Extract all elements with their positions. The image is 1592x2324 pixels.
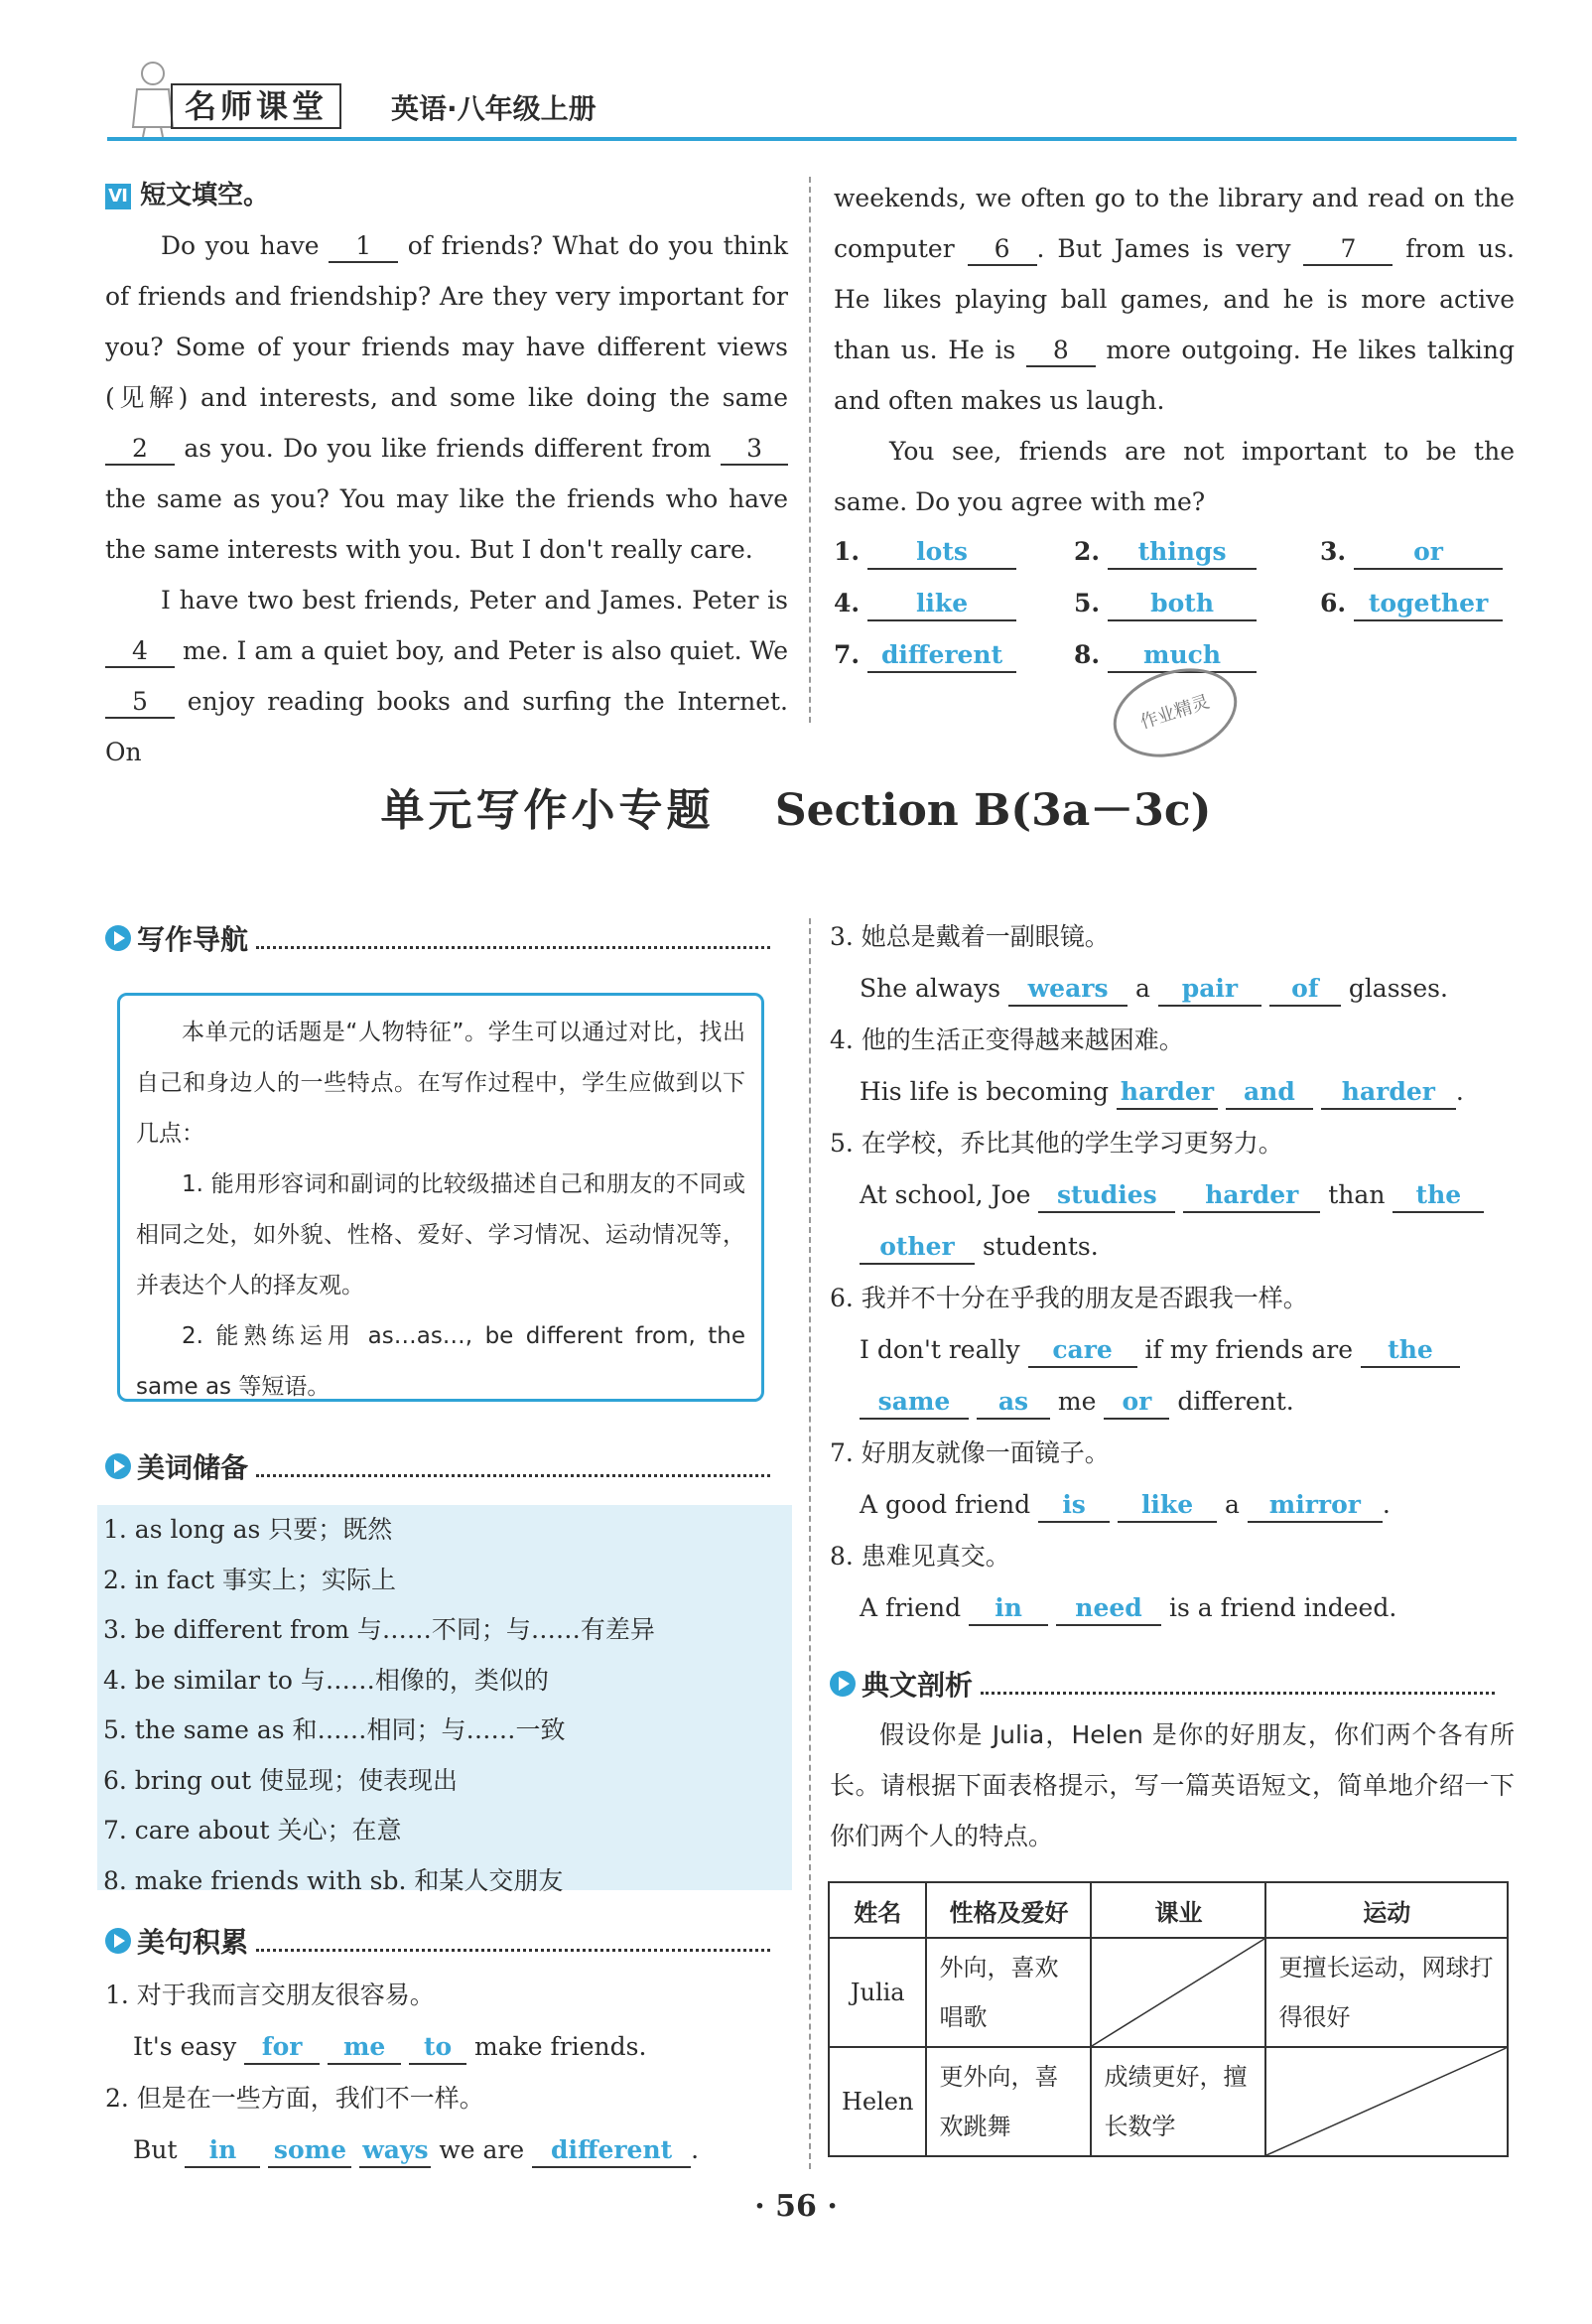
sentence-cn: 2. 但是在一些方面，我们不一样。 <box>105 2084 484 2113</box>
sentence-cn: 1. 对于我而言交朋友很容易。 <box>105 1981 435 2009</box>
cloze-paragraph-3: You see, friends are not important to be the same. Do you agree with me? <box>834 437 1515 516</box>
table-row <box>829 2047 1508 2156</box>
blank-7: 7 <box>1303 234 1393 266</box>
column-divider-2 <box>809 918 811 2169</box>
table-cell: 成绩更好，擅长数学 <box>1091 2047 1265 2156</box>
cloze-paragraph-2: I have two best friends, Peter and James. Peter is 4 me. I am a quiet boy, and Peter is also quiet. We 5 enjoy reading books and surfing the Internet. On <box>105 586 788 766</box>
table-cell-empty <box>1091 1938 1265 2047</box>
sentence-cn: 8. 患难见真交。 <box>830 1542 1010 1571</box>
cloze-paragraph-1: Do you have 1 of friends? What do you think of friends and friendship? Are they very important for you? Some of your friends may have different views (见解) and interests, and some like doing the same 2 as you. Do you like friends different from 3 the same as you? You may like the friends who have the same interests with you. But I don't really care. <box>105 231 788 564</box>
blank-6: 6 <box>968 234 1037 266</box>
sentence-en: I don't really care if my friends are the <box>830 1324 1517 1376</box>
header-book-title: 英语·八年级上册 <box>391 92 597 125</box>
table-row <box>829 1938 1508 2047</box>
answer-item: 8. much <box>1074 629 1257 681</box>
sentence-cn: 6. 我并不十分在乎我的朋友是否跟我一样。 <box>830 1284 1308 1312</box>
sentence-cn: 4. 他的生活正变得越来越困难。 <box>830 1025 1184 1054</box>
blank-5: 5 <box>105 687 175 719</box>
sentence-en: But in some ways we are different . <box>105 2124 790 2176</box>
answer-item: 4. like <box>834 578 1016 629</box>
sentence-en: At school, Joe studies harder than the <box>830 1169 1517 1221</box>
header <box>107 58 1517 147</box>
diagonal-slash <box>1266 2048 1507 2155</box>
column-divider <box>809 177 811 723</box>
sentence-en: His life is becoming harder and harder . <box>830 1066 1517 1118</box>
cloze-answer-grid <box>834 526 1519 685</box>
page-number: · 56 · <box>754 2189 838 2224</box>
answer-item: 2. things <box>1074 526 1257 578</box>
table-header: 课业 <box>1091 1882 1265 1938</box>
vocab-heading: 美词储备 <box>105 1446 770 1486</box>
blank-4: 4 <box>105 636 175 668</box>
homework-stamp: 作业精灵 <box>1102 653 1249 771</box>
sentences-heading: 美句积累 <box>105 1921 770 1961</box>
sentence-en-continued: same as me or different. <box>830 1376 1517 1428</box>
play-icon <box>105 1928 131 1954</box>
table-header: 性格及爱好 <box>926 1882 1091 1938</box>
play-icon <box>105 925 131 951</box>
analysis-prompt: 假设你是 Julia，Helen 是你的好朋友，你们两个各有所长。请根据下面表格提示，写一篇英语短文，简单地介绍一下你们两个人的特点。 <box>830 1720 1515 1850</box>
table-cell-empty <box>1265 2047 1508 2156</box>
cloze-title: 短文填空。 <box>140 181 270 210</box>
sentence-en: It's easy for me to make friends. <box>105 2021 790 2073</box>
blank-8: 8 <box>1026 336 1096 367</box>
blank-3: 3 <box>721 434 788 466</box>
guide-point-2: 2. 能熟练运用 as…as…, be different from, the same as 等短语。 <box>136 1323 745 1400</box>
sentence-cn: 5. 在学校，乔比其他的学生学习更努力。 <box>830 1129 1283 1158</box>
vocab-item: 4. be similar to 与……相像的，类似的 <box>103 1665 549 1695</box>
cloze-right-column <box>834 173 1515 527</box>
section-title <box>0 774 1592 838</box>
answer-item: 7. different <box>834 629 1016 681</box>
table-header: 姓名 <box>829 1882 926 1938</box>
answer-item: 5. both <box>1074 578 1257 629</box>
vocab-item: 8. make friends with sb. 和某人交朋友 <box>103 1865 564 1895</box>
sentence-en-continued: other students. <box>830 1221 1517 1273</box>
sentence-en: She always wears a pair of glasses. <box>830 963 1517 1015</box>
answer-item: 6. together <box>1320 578 1503 629</box>
sentence-block-left <box>105 1970 790 2176</box>
vocab-item: 2. in fact 事实上；实际上 <box>103 1565 396 1594</box>
blank-1: 1 <box>329 231 398 263</box>
cloze-left-column <box>105 171 788 777</box>
vocab-item: 7. care about 关心；在意 <box>103 1816 402 1845</box>
section-title-cn: 单元写作小专题 <box>380 785 715 836</box>
table-cell: 更擅长运动，网球打得很好 <box>1265 1938 1508 2047</box>
table-header: 运动 <box>1265 1882 1508 1938</box>
guide-point-1: 1. 能用形容词和副词的比较级描述自己和朋友的不同或相同之处，如外貌、性格、爱好、学习情况、运动情况等，并表达个人的择友观。 <box>136 1171 745 1299</box>
header-rule <box>107 137 1517 141</box>
analysis-heading: 典文剖析 <box>830 1664 1495 1704</box>
traits-table <box>828 1881 1509 2157</box>
sentence-en: A friend in need is a friend indeed. <box>830 1582 1517 1634</box>
vocab-item: 1. as long as 只要；既然 <box>103 1515 393 1544</box>
table-cell: 更外向，喜欢跳舞 <box>926 2047 1091 2156</box>
guide-heading: 写作导航 <box>105 918 770 958</box>
guide-box <box>117 993 764 1402</box>
cloze-badge: Ⅵ <box>105 184 131 209</box>
table-cell-name: Helen <box>829 2047 926 2156</box>
sentence-en: A good friend is like a mirror . <box>830 1479 1517 1531</box>
blank-2: 2 <box>105 434 175 466</box>
play-icon <box>830 1671 856 1697</box>
cloze-heading <box>105 171 788 220</box>
diagonal-slash <box>1092 1939 1264 2046</box>
play-icon <box>105 1453 131 1479</box>
table-cell-name: Julia <box>829 1938 926 2047</box>
vocab-item: 6. bring out 使显现；使表现出 <box>103 1765 458 1795</box>
answer-item: 3. or <box>1320 526 1503 578</box>
vocab-list <box>97 1505 792 1895</box>
cloze-paragraph-2-continued: weekends, we often go to the library and read on the computer 6 . But James is very 7 from us. He likes playing ball games, and he is more active than us. He is 8 more outgoing. He likes talking and often makes us laugh. <box>834 184 1516 415</box>
vocab-item: 5. the same as 和……相同；与……一致 <box>103 1715 566 1744</box>
answer-item: 1. lots <box>834 526 1016 578</box>
sentence-cn: 7. 好朋友就像一面镜子。 <box>830 1438 1110 1467</box>
vocab-item: 3. be different from 与……不同；与……有差异 <box>103 1615 655 1644</box>
table-cell: 外向，喜欢唱歌 <box>926 1938 1091 2047</box>
header-logo: 名师课堂 <box>171 83 341 129</box>
section-title-en: Section B(3a－3c) <box>774 785 1212 836</box>
sentence-cn: 3. 她总是戴着一副眼镜。 <box>830 922 1110 951</box>
guide-intro: 本单元的话题是“人物特征”。学生可以通过对比，找出自己和身边人的一些特点。在写作过程中，学生应做到以下几点： <box>136 1020 745 1147</box>
sentence-block-right <box>830 911 1517 1634</box>
